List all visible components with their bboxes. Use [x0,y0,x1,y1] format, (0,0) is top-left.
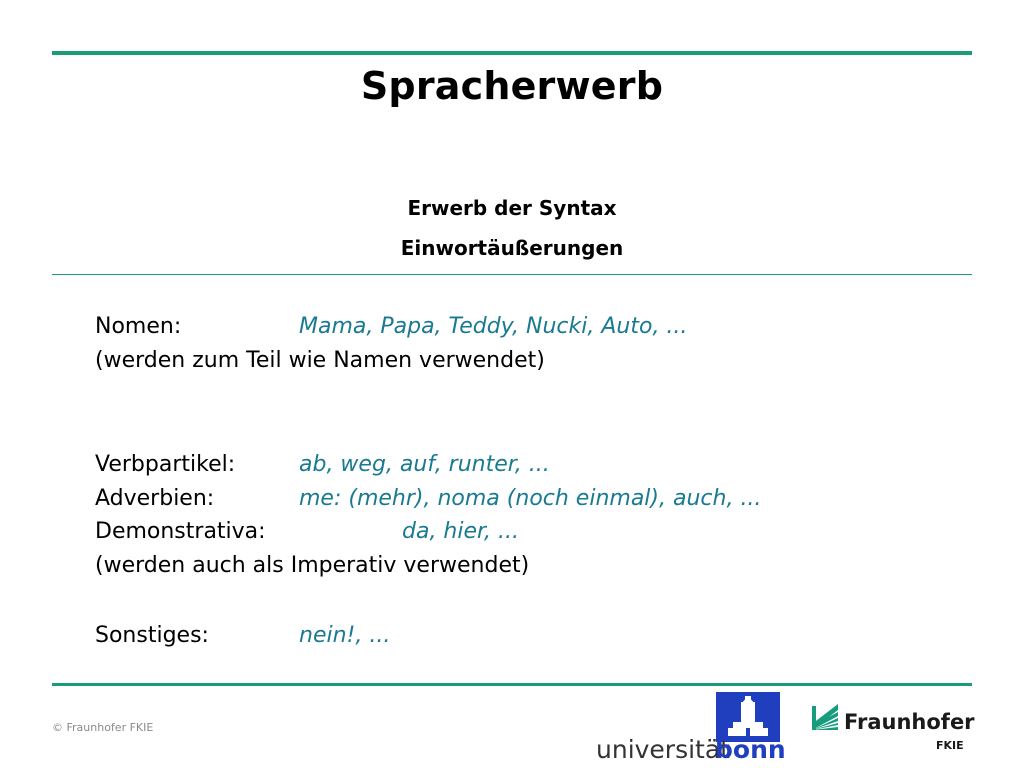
sonstiges-row [95,623,391,648]
fraunhofer-stripes-icon [812,704,977,754]
adverbien-row [95,486,762,511]
university-bonn-logo [596,692,786,766]
verbpartikel-value: ab, weg, auf, runter, ... [299,452,550,477]
demonstrativa-label: Demonstrativa: [95,519,266,544]
adverbien-label: Adverbien: [95,486,215,511]
top-rule [52,51,972,55]
copyright-text: © Fraunhofer FKIE [52,721,154,734]
bottom-rule [52,683,972,686]
nomen-note: (werden zum Teil wie Namen verwendet) [95,348,545,373]
verbpartikel-label: Verbpartikel: [95,452,236,477]
verbpartikel-row [95,452,550,477]
nomen-label: Nomen: [95,314,182,339]
adverbien-value: me: (mehr), noma (noch einmal), auch, ... [299,486,762,511]
divider-rule [52,274,972,275]
sonstiges-label: Sonstiges: [95,623,209,648]
subtitle-einwort: Einwortäußerungen [400,236,624,260]
sonstiges-value: nein!, ... [299,623,391,648]
slide-title: Spracherwerb [360,64,664,108]
uni-logo-text-a: universität [596,735,730,762]
fraunhofer-unit: FKIE [936,739,964,752]
fraunhofer-name: Fraunhofer [844,710,975,734]
demonstrativa-row [95,519,520,544]
nomen-row [95,314,688,339]
fraunhofer-logo [812,704,977,758]
nomen-value: Mama, Papa, Teddy, Nucki, Auto, ... [299,314,688,339]
subtitle-syntax: Erwerb der Syntax [407,196,617,220]
demonstrativa-value: da, hier, ... [402,519,520,544]
imperativ-note: (werden auch als Imperativ verwendet) [95,553,530,578]
uni-logo-text-b: bonn [715,735,786,762]
university-bonn-castle-icon [596,692,786,762]
